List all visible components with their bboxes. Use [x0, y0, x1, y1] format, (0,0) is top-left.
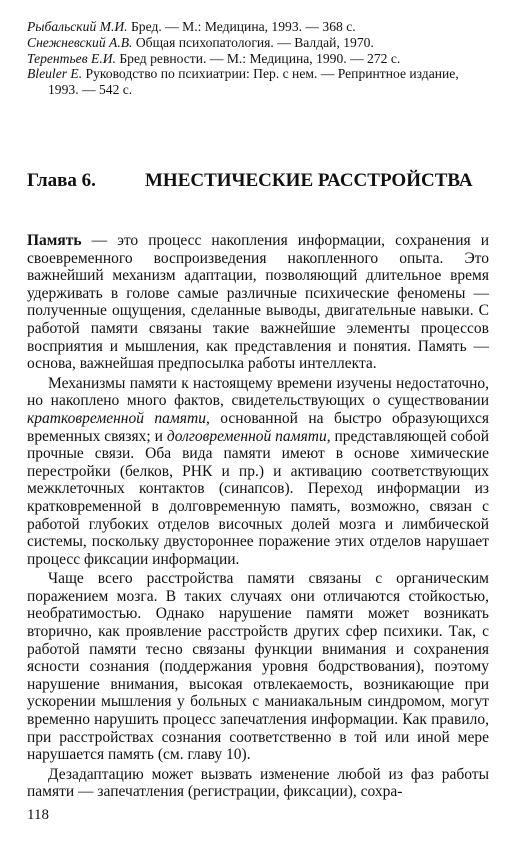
reference-text: Бред ревности. — М.: Медицина, 1990. — 272 с. [119, 50, 401, 66]
defined-term: Память [27, 232, 82, 249]
chapter-heading [27, 168, 492, 194]
reference-author: Bleuler E. [27, 66, 83, 82]
reference-entry [27, 66, 492, 98]
chapter-title: МНЕСТИЧЕСКИЕ РАССТРОЙСТВА [145, 170, 473, 191]
reference-list [27, 19, 492, 98]
reference-entry [27, 19, 492, 35]
reference-author: Терентьев Е.И. [27, 50, 116, 66]
reference-text: Общая психопатология. — Валдай, 1970. [135, 34, 374, 50]
body-text [27, 232, 489, 803]
reference-author: Снежневский А.В. [27, 34, 133, 50]
reference-entry [27, 51, 492, 67]
reference-author: Рыбальский М.И. [27, 19, 128, 34]
page-number: 118 [27, 807, 49, 823]
paragraph: Чаще всего расстройства памяти связаны с органическим поражением мозга. В таких случаях они отличаются стойкостью, необратимостью. Однако нарушение памяти может возникать вторично, как проявление расстройств других сфер психики. Так, с работой памяти тесно связаны функции внимания и сохранения ясности сознания (поддержания уровня бодрствования), поэтому нарушение внимания, высокая отвлекаемость, возникающие при ускорении мышления у больных с маниакальным синдромом, могут временно нарушить процесс запечатления информации. Как правило, при расстройствах сознания соответственно в той или иной мере нарушается память (см. главу 10). [27, 570, 489, 764]
chapter-number: Глава 6. [27, 170, 96, 191]
emphasis-term: кратковременной памяти [27, 409, 206, 427]
paragraph-text: Механизмы памяти к настоящему времени изучены недостаточно, но накоплено много фактов, свидетельствующих о существовании [27, 374, 489, 410]
paragraph [27, 375, 489, 569]
reference-entry [27, 35, 492, 51]
paragraph [27, 232, 489, 373]
paragraph: Дезадаптацию может вызвать изменение любой из фаз работы памяти — запечатления (регистрации, фиксации), сохра- [27, 765, 489, 801]
paragraph-text: — это процесс накопления информации, сохранения и своевременного воспроизведения накопленного опыта. Это важнейший механизм адаптации, позволяющий длительное время удерживать в голове самые различные психические феномены — полученные ощущения, сделанные выводы, двигательные навыки. С работой памяти связаны такие важнейшие элементы процессов восприятия и мышления, как представления и понятия. Память — основа, важнейшая предпосылка работы интеллекта. [27, 232, 489, 373]
reference-text: Руководство по психиатрии: Пер. с нем. — Репринтное издание, 1993. — 542 с. [48, 66, 459, 98]
reference-text: Бред. — М.: Медицина, 1993. — 368 с. [131, 19, 356, 34]
paragraph-text: , основанной на быстро образующихся временных связях; и [27, 409, 489, 445]
emphasis-term: долговременной памяти [166, 427, 327, 445]
paragraph-text: , представляющей собой прочные связи. Оба вида памяти имеют в основе химические перестройки (белков, РНК и пр.) и активацию соответствующих межклеточных контактов (синапсов). Переход информации из кратковременной в долговременную память, возможно, связан с работой глубоких отделов височных долей мозга и лимбической системы, поскольку двустороннее поражение этих отделов нарушает процесс фиксации информации. [27, 427, 489, 568]
